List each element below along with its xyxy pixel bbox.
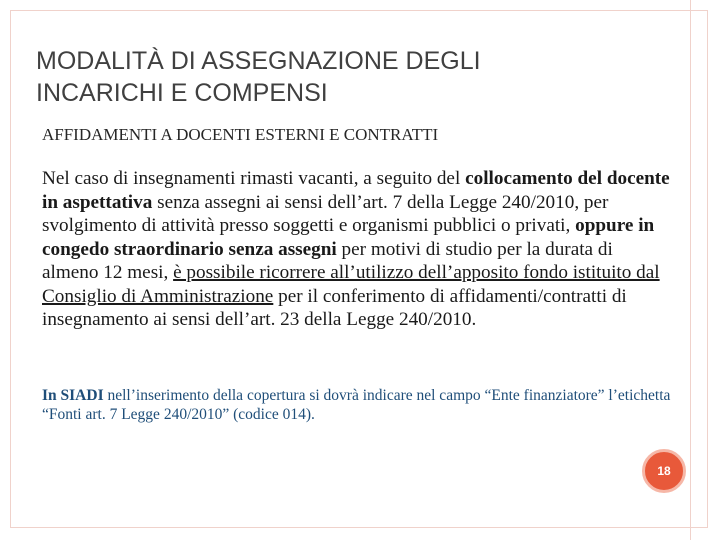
body-underlined: è possibile ricorrere all’utilizzo dell’apposito fondo istituito dal Consiglio di Amministrazione: [42, 262, 660, 307]
body-paragraph: [42, 167, 672, 332]
siadi-note: [42, 386, 682, 424]
body-bold-2: oppure in congedo straordinario senza assegni: [42, 215, 655, 260]
note-bold: In SIADI: [42, 387, 104, 404]
body-segment-4: per il conferimento di affidamenti/contratti di insegnamento ai sensi dell’art. 23 della Legge 240/2010.: [42, 285, 627, 330]
body-bold-1: collocamento del docente in aspettativa: [42, 168, 670, 213]
page-number-badge: 18: [642, 449, 686, 493]
title-line-1: MODALITÀ DI ASSEGNAZIONE DEGLI: [36, 47, 481, 75]
note-text: nell’inserimento della copertura si dovrà indicare nel campo “Ente finanziatore” l’etichetta “Fonti art. 7 Legge 240/2010” (codice 014).: [42, 387, 671, 423]
slide-title: [36, 45, 656, 109]
body-segment-1: Nel caso di insegnamenti rimasti vacanti, a seguito del: [42, 168, 466, 189]
body-segment-2: senza assegni ai sensi dell’art. 7 della Legge 240/2010, per svolgimento di attività presso soggetti e organismi pubblici o privati,: [42, 191, 609, 236]
body-segment-3: per motivi di studio per la durata di almeno 12 mesi,: [42, 238, 613, 283]
slide-subtitle: AFFIDAMENTI A DOCENTI ESTERNI E CONTRATTI: [42, 125, 439, 144]
title-line-2: INCARICHI E COMPENSI: [36, 79, 328, 107]
vertical-rule: [690, 0, 691, 540]
